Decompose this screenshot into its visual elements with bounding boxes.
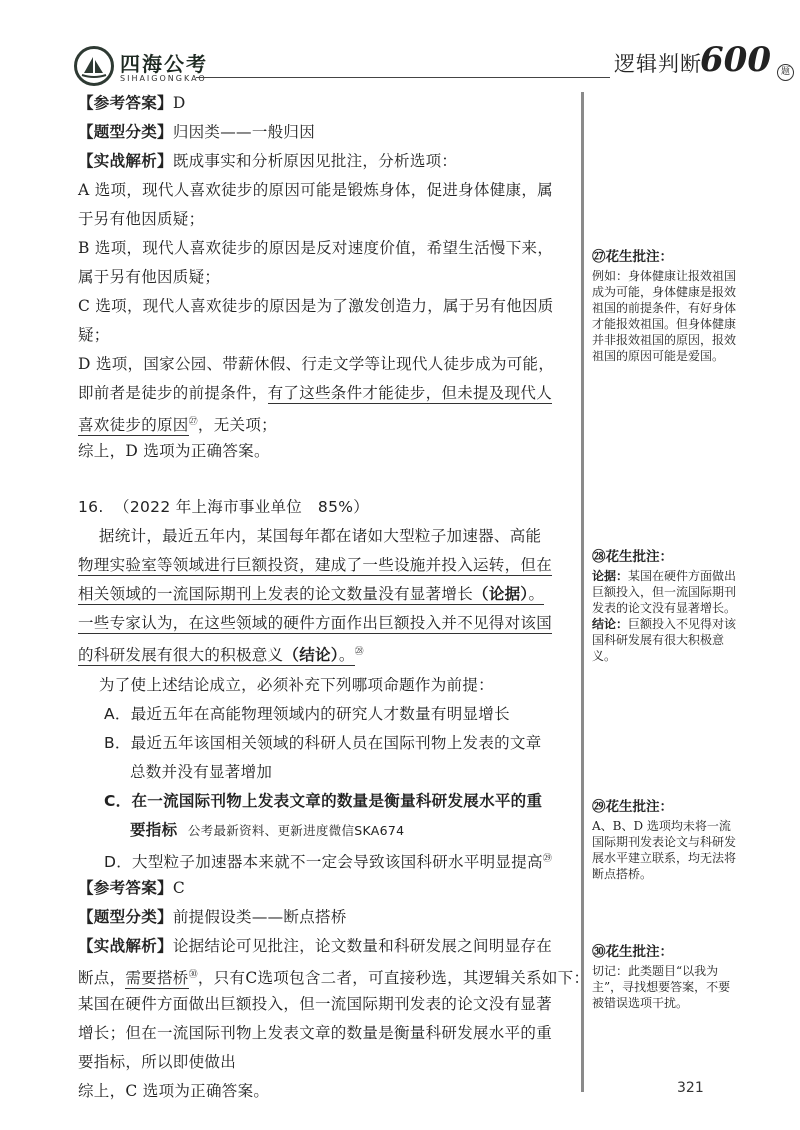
analysis-line (78, 411, 277, 436)
q15-type-line (78, 121, 315, 143)
q16-text-line (78, 525, 541, 547)
d-line2-a: 即前者是徒步的前提条件， (78, 384, 268, 402)
analysis-line: 疑； (78, 326, 110, 344)
analysis-line: D 选项，国家公园、带薪休假、行走文学等让现代人徒步成为可能， (78, 355, 555, 373)
option-c-cont (130, 819, 404, 842)
underlined-text (78, 585, 544, 605)
question-number: 16. (78, 498, 104, 516)
note-body (592, 568, 740, 664)
type-tag: 【题型分类】 (78, 122, 173, 141)
series-suffix: 题 (777, 64, 794, 81)
option-a: A．最近五年在高能物理领域内的研究人才数量有明显增长 (104, 705, 510, 723)
option-d-text: D．大型粒子加速器本来就不一定会导致该国科研水平明显提高 (104, 853, 543, 872)
analysis-tag: 【实战解析】 (78, 151, 173, 170)
q16-p5: 的科研发展有很大的积极意义 (78, 646, 284, 665)
q16-text-line (78, 641, 364, 666)
analysis-line: 增长；但在一流国际刊物上发表文章的数量是衡量科研发展水平的重 (78, 1024, 553, 1042)
q16-type-line (78, 906, 347, 928)
answer-value: C (172, 879, 185, 897)
q16-p3-end: 。 (528, 585, 545, 603)
analysis-line: B 选项，现代人喜欢徒步的原因是反对速度价值，希望生活慢下来， (78, 239, 554, 257)
analysis-text: ，只有C选项包含二者，可直接秒选，其逻辑关系如下： (197, 969, 590, 988)
underlined-text: 物理实验室等领域进行巨额投资，建成了一些设施并投入运转，但在 (78, 556, 553, 574)
note-title: ㉙花生批注： (592, 799, 673, 815)
underlined-text (78, 646, 355, 666)
note-text: 巨额投入不见得对该国科研发展有很大积极意义。 (592, 617, 737, 663)
analysis-line (78, 964, 589, 989)
page-header (74, 40, 790, 94)
note-body: 切记：此类题目“以我为主”，寻找想要答案，不要被错误选项干扰。 (592, 964, 731, 1010)
q16-text-line (78, 612, 552, 634)
note-keyword: 结论： (592, 617, 629, 631)
note-ref-27: ㉗ (188, 417, 198, 427)
type-value: 归因类——一般归因 (172, 123, 316, 141)
analysis-line: A 选项，现代人喜欢徒步的原因可能是锻炼身体，促进身体健康，属 (78, 181, 553, 199)
q16-p1: 据统计，最近五年内，某国每年都在诸如大型粒子加速器、高能 (98, 527, 542, 545)
answer-tag: 【参考答案】 (78, 878, 173, 897)
analysis-text: 论据结论可见批注，论文数量和科研发展之间明显存在 (172, 937, 553, 955)
underlined-text: 喜欢徒步的原因 (78, 416, 189, 435)
underlined-text: 一些专家认为，在这些领域的硬件方面作出巨额投入并不见得对该国 (78, 614, 553, 632)
q15-conclusion: 综上，D 选项为正确答案。 (78, 442, 270, 460)
logo-text: 四海公考 (120, 52, 208, 76)
q15-answer-line (78, 92, 186, 114)
margin-divider (581, 92, 584, 1092)
note-ref-29: ㉙ (542, 854, 553, 864)
side-note-29 (592, 798, 740, 882)
question-source: （2022 年上海市事业单位 85%） (114, 498, 370, 516)
q16-p5-end: 。 (338, 646, 355, 665)
note-ref-28: ㉘ (354, 647, 364, 657)
type-value: 前提假设类——断点搭桥 (172, 908, 347, 926)
option-b-cont: 总数并没有显著增加 (130, 763, 273, 781)
underlined-text: 需要搭桥 (125, 969, 189, 988)
note-ref-30: ㉚ (188, 970, 198, 980)
q16-analysis-line (78, 935, 552, 957)
q16-conclusion: 综上，C 选项为正确答案。 (78, 1082, 270, 1100)
q16-answer-line (78, 877, 185, 899)
side-note-30 (592, 943, 740, 1011)
option-c-cont-text: 要指标 (130, 821, 178, 839)
q16-stem-text: 为了使上述结论成立，必须补充下列哪项命题作为前提： (98, 676, 494, 694)
note-title: ㉘花生批注： (592, 549, 673, 565)
header-rule (196, 77, 610, 78)
analysis-text: 断点， (78, 969, 126, 988)
premise-tag: （论据） (473, 585, 529, 603)
analysis-line: C 选项，现代人喜欢徒步的原因是为了激发创造力，属于另有他因质 (78, 297, 554, 315)
option-b: B．最近五年该国相关领域的科研人员在国际刊物上发表的文章 (104, 734, 542, 752)
note-body: A、B、D 选项均未将一流国际期刊发表论文与科研发展水平建立联系，均无法将断点搭桥。 (592, 819, 737, 881)
q15-analysis-line (78, 150, 457, 172)
series-title: 逻辑判断 (614, 52, 702, 76)
note-text: 某国在硬件方面做出巨额投入，但一流国际期刊发表的论文没有显著增长。 (592, 569, 737, 615)
conclusion-tag: （结论） (283, 646, 339, 665)
underlined-text: 有了这些条件才能徒步，但未提及现代人 (267, 384, 553, 402)
analysis-intro: 既成事实和分析原因见批注，分析选项： (172, 152, 458, 170)
option-d (104, 848, 552, 873)
analysis-tag: 【实战解析】 (78, 936, 173, 955)
note-title: ㉗花生批注： (592, 249, 673, 265)
q16-p3: 相关领域的一流国际期刊上发表的论文数量没有显著增长 (78, 585, 474, 603)
side-note-27 (592, 248, 740, 364)
q16-text-line (78, 583, 544, 605)
logo-sailboat-icon (74, 46, 114, 86)
analysis-line: 于另有他因质疑； (78, 210, 205, 228)
note-keyword: 论据： (592, 569, 629, 583)
note-body: 例如：身体健康让报效祖国成为可能，身体健康是报效祖国的前提条件，有好身体才能报效祖国。但身体健康并非报效祖国的原因，报效祖国的原因可能是爱国。 (592, 269, 737, 363)
q16-text-line (78, 554, 552, 576)
answer-value: D (172, 94, 186, 112)
analysis-line: 要指标，所以即使做出 (78, 1053, 237, 1071)
analysis-line: 属于另有他因质疑； (78, 268, 221, 286)
logo-subtext: SIHAIGONGKAO (120, 74, 207, 83)
series-number: 600 (700, 40, 771, 80)
type-tag: 【题型分类】 (78, 907, 173, 926)
side-note-28 (592, 548, 740, 664)
q16-heading (78, 496, 369, 518)
q16-stem (78, 674, 494, 696)
analysis-line (78, 382, 552, 404)
note-title: ㉚花生批注： (592, 944, 673, 960)
analysis-line: 某国在硬件方面做出巨额投入，但一流国际期刊发表的论文没有显著 (78, 995, 553, 1013)
option-c: C．在一流国际刊物上发表文章的数量是衡量科研发展水平的重 (104, 792, 543, 810)
page-number: 321 (677, 1080, 704, 1096)
watermark-text: 公考最新资料、更新进度微信SKA674 (187, 823, 405, 838)
answer-tag: 【参考答案】 (78, 93, 173, 112)
d-line3-b: ，无关项； (197, 416, 277, 435)
